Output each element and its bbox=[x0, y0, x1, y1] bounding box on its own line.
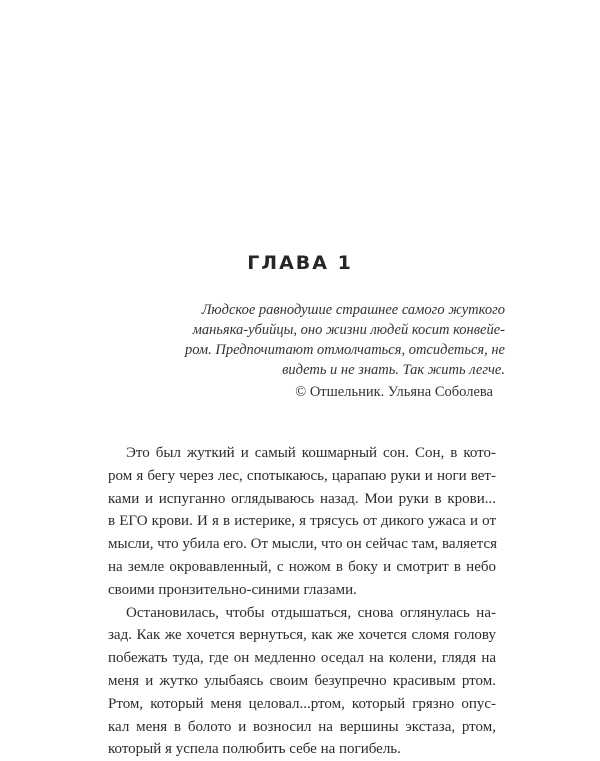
text-line: который я успела полюбить себе на погибель. bbox=[108, 741, 401, 758]
text-line: на земле окровавленный, с ножом в боку и смотрит в небо bbox=[108, 558, 496, 575]
text-line: меня и жутко улыбаясь своим безупречно красивым ртом. bbox=[108, 672, 496, 689]
epigraph-attribution: © Отшельник. Ульяна Соболева bbox=[295, 384, 493, 400]
paragraph bbox=[108, 442, 496, 602]
text-line: кал меня в болото и возносил на вершины экстаза, ртом, bbox=[108, 718, 496, 735]
text-line: ром я бегу через лес, спотыкаюсь, царапаю руки и ноги вет- bbox=[108, 467, 496, 484]
text-line: Это был жуткий и самый кошмарный сон. Сон, в кото- bbox=[126, 445, 496, 461]
chapter-body bbox=[108, 442, 496, 761]
epigraph-line: Людское равнодушие страшнее самого жуткого bbox=[201, 302, 505, 318]
paragraph bbox=[108, 602, 496, 761]
text-line: зад. Как же хочется вернуться, как же хочется сломя голову bbox=[108, 627, 496, 644]
text-line: мысли, что убила его. От мысли, что он сейчас там, валяется bbox=[108, 536, 498, 553]
epigraph-line: видеть и не знать. Так жить легче. bbox=[282, 362, 505, 378]
text-line: в ЕГО крови. И я в истерике, я трясусь от дикого ужаса и от bbox=[108, 513, 496, 530]
text-line: ками и испуганно оглядываюсь назад. Мои руки в крови... bbox=[108, 490, 496, 507]
text-line: побежать туда, где он медленно оседал на колени, глядя на bbox=[108, 650, 496, 667]
text-line: Ртом, который меня целовал...ртом, который грязно опус- bbox=[108, 695, 496, 712]
epigraph-line: маньяка-убийцы, оно жизни людей косит конвейе- bbox=[192, 322, 505, 338]
text-line: Остановилась, чтобы отдышаться, снова оглянулась на- bbox=[126, 604, 496, 621]
epigraph bbox=[155, 300, 505, 380]
chapter-title: ГЛАВА 1 bbox=[247, 252, 353, 274]
epigraph-line: ром. Предпочитают отмолчаться, отсидеться, не bbox=[184, 342, 505, 358]
text-line: своими пронзительно-синими глазами. bbox=[108, 581, 357, 598]
